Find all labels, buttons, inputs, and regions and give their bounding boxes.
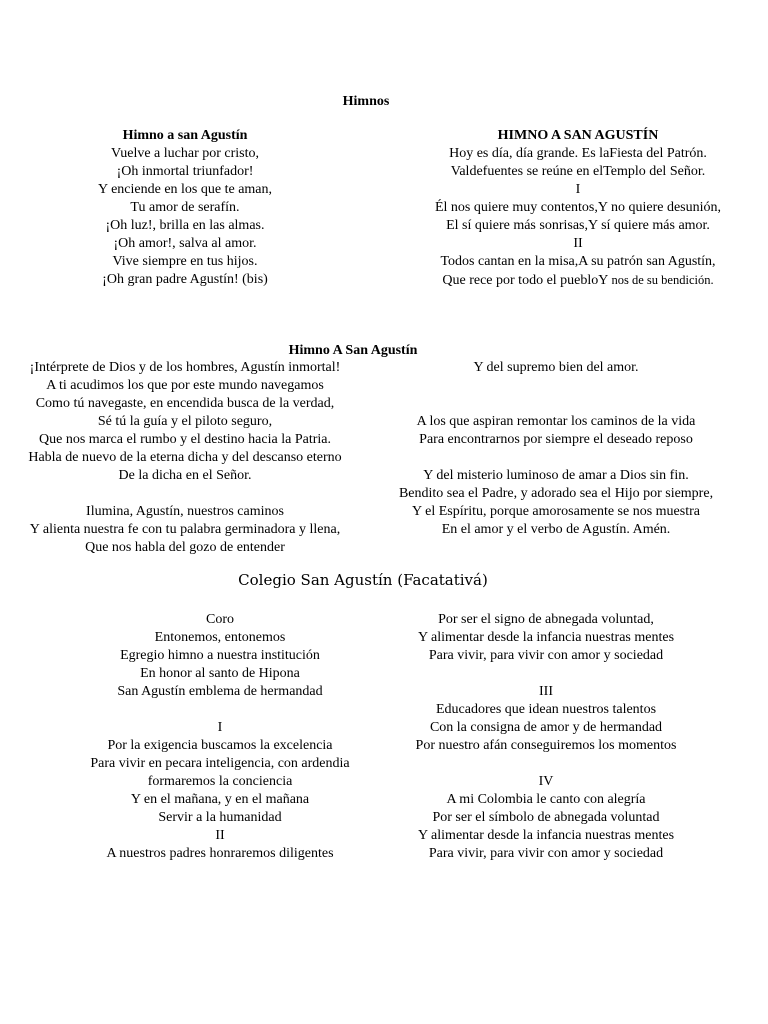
verse-line: En honor al santo de Hipona (140, 666, 300, 681)
blank-line (0, 485, 370, 503)
verse-line: Educadores que idean nuestros talentos (435, 702, 657, 717)
hymn2-lines (398, 145, 758, 271)
verse-line: Vive siempre en tus hijos. (112, 254, 258, 269)
verse-line: Y el Espíritu, porque amorosamente se nos muestra (412, 504, 700, 519)
verse-line: Y alimentar desde la infancia nuestras mentes (417, 630, 675, 645)
verse-line: Todos cantan en la misa,A su patrón san Agustín, (440, 254, 716, 269)
verse-line: ¡Intérprete de Dios y de los hombres, Agustín inmortal! (29, 360, 341, 375)
verse-line: ¡Oh inmortal triunfador! (116, 164, 254, 179)
verse-line: Hoy es día, día grande. Es laFiesta del Patrón. (449, 146, 707, 161)
verse-line: Y del supremo bien del amor. (473, 360, 639, 375)
verse-line: ¡Oh gran padre Agustín! (bis) (102, 272, 268, 287)
verse-line: A ti acudimos los que por este mundo navegamos (46, 378, 324, 393)
verse-line: Y alienta nuestra fe con tu palabra germinadora y llena, (29, 522, 341, 537)
blank-line (378, 377, 734, 395)
verse-line: Y enciende en los que te aman, (97, 182, 273, 197)
verse-line: Por ser el símbolo de abnegada voluntad (432, 810, 660, 825)
verse-line: ¡Oh amor!, salva al amor. (113, 236, 257, 251)
verse-line: Para vivir en pecara inteligencia, con ardendia (90, 756, 350, 771)
hymn3-right-column (378, 359, 734, 539)
verse-line: Sé tú la guía y el piloto seguro, (97, 414, 273, 429)
hymn2-last-line-a: Que rece por todo el puebloY (442, 273, 609, 288)
verse-line: I (575, 182, 581, 197)
verse-line: Coro (206, 612, 234, 627)
verse-line: Valdefuentes se reúne en elTemplo del Señor. (450, 164, 706, 179)
hymn2-last-line-b: nos de su bendición. (608, 273, 714, 287)
verse-line: Servir a la humanidad (158, 810, 282, 825)
hymn3-left-column (0, 359, 370, 557)
verse-line: Para vivir, para vivir con amor y sociedad (428, 648, 664, 663)
hymn1-block (60, 127, 310, 289)
verse-line: I (217, 720, 223, 735)
verse-line: ¡Oh luz!, brilla en las almas. (105, 218, 265, 233)
verse-line: El sí quiere más sonrisas,Y sí quiere más amor. (446, 218, 710, 233)
hymn2-title: HIMNO A SAN AGUSTÍN (497, 128, 659, 143)
verse-line: Por nuestro afán conseguiremos los momentos (415, 738, 677, 753)
verse-line: Habla de nuevo de la eterna dicha y del descanso eterno (28, 450, 342, 465)
hymn3-title: Himno A San Agustín (288, 343, 418, 358)
verse-line: Para vivir, para vivir con amor y sociedad (428, 846, 664, 861)
blank-line (393, 665, 699, 683)
verse-line: formaremos la conciencia (147, 774, 293, 789)
page-title: Himnos (342, 94, 390, 109)
verse-line: Por la exigencia buscamos la excelencia (107, 738, 333, 753)
verse-line: Y alimentar desde la infancia nuestras mentes (417, 828, 675, 843)
verse-line: Ilumina, Agustín, nuestros caminos (86, 504, 284, 519)
blank-line (378, 395, 734, 413)
verse-line: A nuestros padres honraremos diligentes (106, 846, 334, 861)
verse-line: Con la consigna de amor y de hermandad (429, 720, 663, 735)
verse-line: Egregio himno a nuestra institución (120, 648, 320, 663)
colegio-right-column (393, 611, 699, 863)
verse-line: En el amor y el verbo de Agustín. Amén. (441, 522, 671, 537)
verse-line: II (573, 236, 583, 251)
verse-line: A los que aspiran remontar los caminos de la vida (416, 414, 696, 429)
verse-line: De la dicha en el Señor. (118, 468, 252, 483)
verse-line: Y en el mañana, y en el mañana (130, 792, 310, 807)
verse-line: A mi Colombia le canto con alegría (446, 792, 646, 807)
verse-line: Bendito sea el Padre, y adorado sea el Hijo por siempre, (398, 486, 714, 501)
verse-line: Como tú navegaste, en encendida busca de la verdad, (35, 396, 335, 411)
colegio-left-column (30, 611, 410, 863)
verse-line: Vuelve a luchar por cristo, (110, 146, 260, 161)
verse-line: Que nos marca el rumbo y el destino hacia la Patria. (39, 432, 331, 447)
hymn2-last-line (398, 271, 758, 290)
hymn1-lines (60, 145, 310, 289)
blank-line (393, 755, 699, 773)
verse-line: Para encontrarnos por siempre el deseado reposo (419, 432, 693, 447)
hymn1-title: Himno a san Agustín (122, 128, 248, 143)
verse-line: Por ser el signo de abnegada voluntad, (438, 612, 654, 627)
verse-line: III (539, 684, 553, 699)
verse-line: Tu amor de serafín. (130, 200, 240, 215)
hymn2-block (398, 127, 758, 290)
verse-line: Él nos quiere muy contentos,Y no quiere desunión, (434, 200, 722, 215)
verse-line: IV (538, 774, 554, 789)
verse-line: San Agustín emblema de hermandad (117, 684, 323, 699)
blank-line (378, 449, 734, 467)
verse-line: II (215, 828, 225, 843)
verse-line: Entonemos, entonemos (154, 630, 286, 645)
blank-line (30, 701, 410, 719)
verse-line: Que nos habla del gozo de entender (85, 540, 285, 555)
verse-line: Y del misterio luminoso de amar a Dios sin fin. (423, 468, 689, 483)
colegio-title: Colegio San Agustín (Facatativá) (238, 571, 488, 589)
